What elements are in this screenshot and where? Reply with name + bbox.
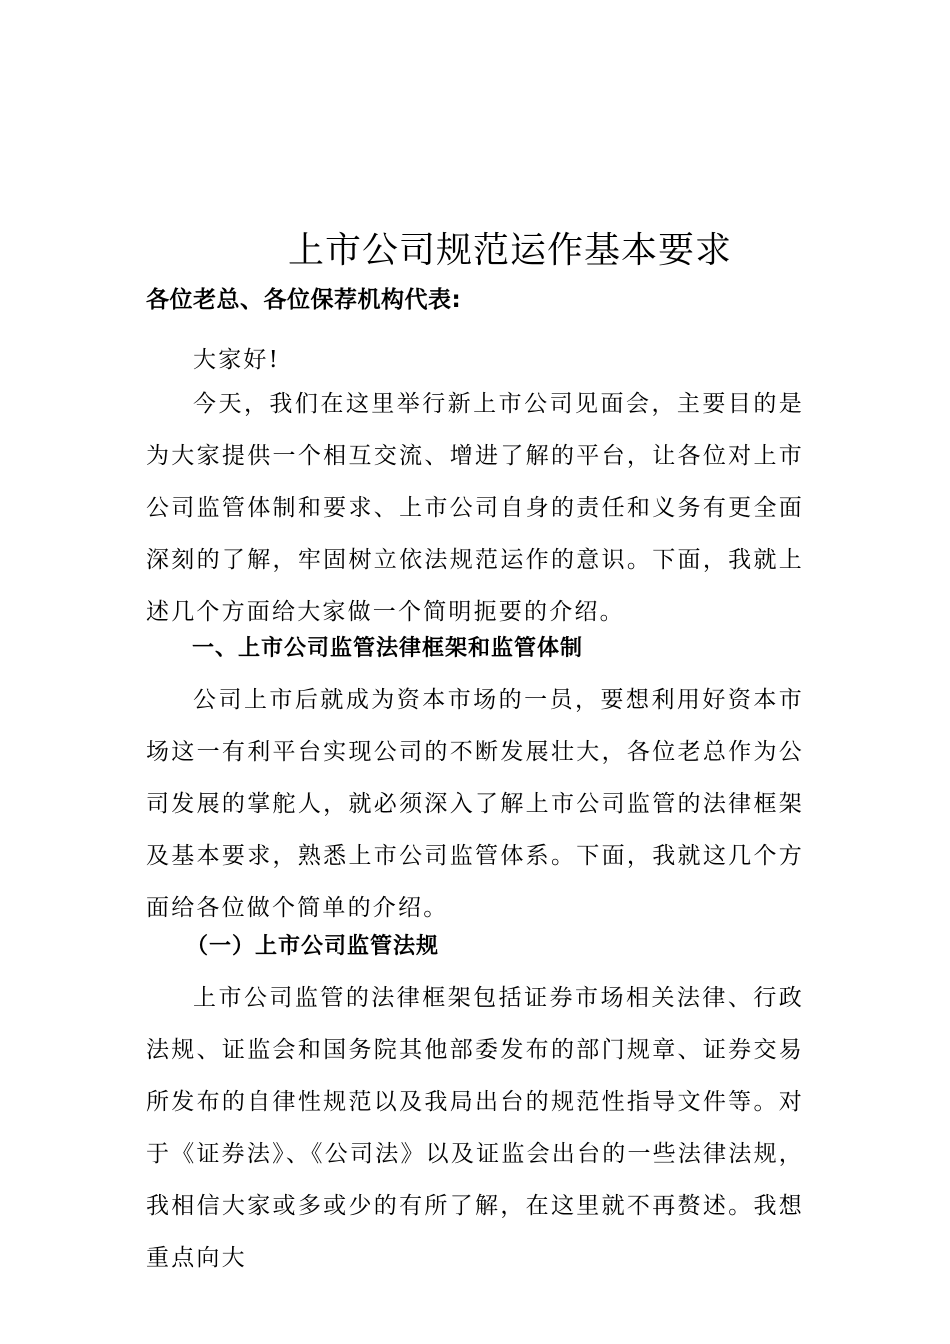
salutation: 各位老总、各位保荐机构代表: [146, 287, 462, 313]
document-title: 上市公司规范运作基本要求 [287, 230, 732, 271]
section-1-heading: 一、上市公司监管法律框架和监管体制 [192, 636, 584, 661]
intro-paragraph: 今天，我们在这里举行新上市公司见面会，主要目的是为大家提供一个相互交流、增进了解的平台，让各位对上市公司监管体制和要求、上市公司自身的责任和义务有更全面深刻的了解，牢固树立依法规范运作的意识。下面，我就上述几个方面给大家做一个简明扼要的介绍。 [146, 391, 804, 625]
greeting-paragraph: 大家好! [193, 347, 281, 373]
section-1-paragraph: 公司上市后就成为资本市场的一员，要想利用好资本市场这一有利平台实现公司的不断发展壮大，各位老总作为公司发展的掌舵人，就必须深入了解上市公司监管的法律框架及基本要求，熟悉上市公司监管体系。下面，我就这几个方面给各位做个简单的介绍。 [146, 687, 804, 921]
subsection-1-heading: （一）上市公司监管法规 [186, 934, 440, 959]
subsection-1-paragraph: 上市公司监管的法律框架包括证券市场相关法律、行政法规、证监会和国务院其他部委发布的部门规章、证券交易所发布的自律性规范以及我局出台的规范性指导文件等。对于《证券法》、《公司法》以及证监会出台的一些法律法规，我相信大家或多或少的有所了解，在这里就不再赘述。我想重点向大 [146, 985, 804, 1271]
